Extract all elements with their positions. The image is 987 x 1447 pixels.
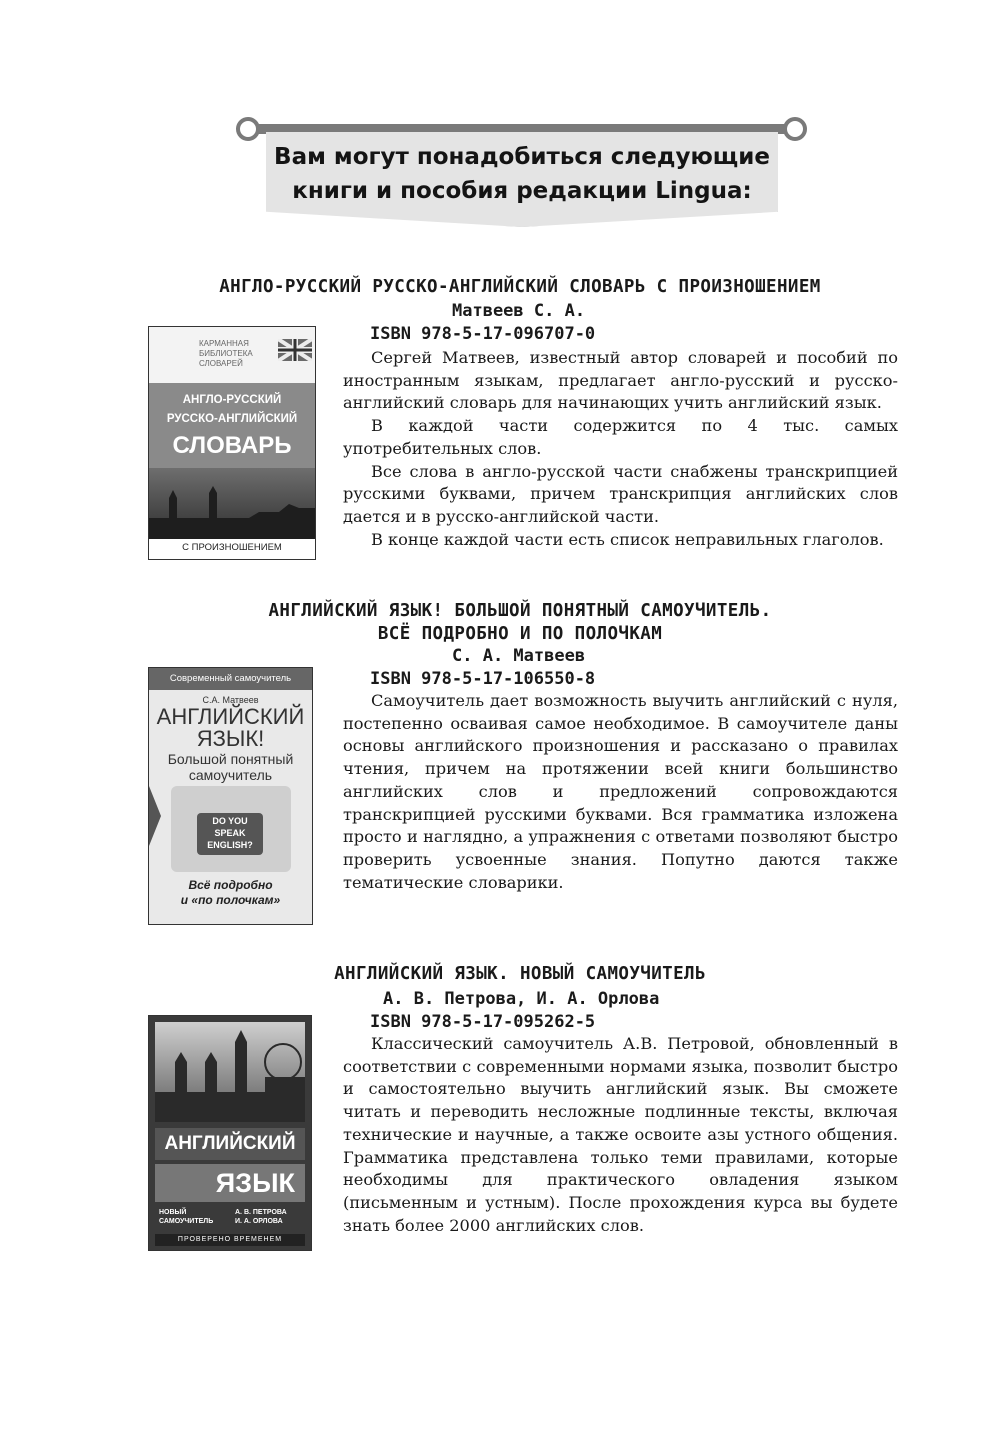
cover-series-line: САМОУЧИТЕЛЬ	[159, 1218, 214, 1225]
cover-london-photo	[155, 1022, 305, 1122]
cover-footer: ПРОВЕРЕНО ВРЕМЕНЕМ	[155, 1234, 305, 1246]
cover-tablet-line: ENGLISH?	[207, 840, 253, 850]
cover-tagline-line: Всё подробно	[188, 878, 273, 892]
cover-series	[159, 1208, 213, 1226]
book-2-cover	[148, 667, 313, 925]
cover-tagline-line: и «по полочкам»	[180, 893, 281, 907]
cover-title	[149, 706, 312, 750]
cover-city-photo	[149, 468, 315, 539]
book-2-isbn: ISBN 978-5-17-106550-8	[370, 669, 596, 689]
cover-tablet-line: DO YOU	[212, 816, 248, 826]
cover-author-line: И. А. ОРЛОВА	[235, 1218, 283, 1225]
book-2-title-line: АНГЛИЙСКИЙ ЯЗЫК! БОЛЬШОЙ ПОНЯТНЫЙ САМОУЧИТЕЛЬ.	[268, 601, 772, 621]
cover-tablet	[197, 813, 263, 855]
cover-subtitle-line: Большой понятный	[167, 751, 294, 767]
book-1-title-line: АНГЛО-РУССКИЙ РУССКО-АНГЛИЙСКИЙ СЛОВАРЬ С ПРОИЗНОШЕНИЕМ	[219, 277, 821, 297]
book-1-paragraph: В каждой части содержится по 4 тыс. самых употребительных слов.	[343, 416, 898, 458]
book-1-description	[343, 347, 898, 551]
book-3-title	[120, 963, 920, 986]
cover-series-line: БИБЛИОТЕКА	[199, 349, 253, 358]
page-heading	[266, 140, 778, 208]
cover-title	[149, 391, 315, 429]
book-3-author: А. В. Петрова, И. А. Орлова	[383, 989, 660, 1009]
book-1-paragraph: Сергей Матвеев, известный автор словарей и пособий по иностранным языкам, предлагает англо-русский и русско-английский словарь для начинающих учить английский язык.	[343, 348, 898, 413]
book-3-description	[343, 1033, 898, 1237]
cover-series-line: КАРМАННАЯ	[199, 339, 249, 348]
cover-author-line: А. В. ПЕТРОВА	[235, 1209, 287, 1216]
cover-author: С.А. Матвеев	[202, 695, 259, 705]
cover-big-title: СЛОВАРЬ	[172, 432, 292, 459]
cover-subtitle	[149, 751, 312, 783]
book-1-author: Матвеев С. А.	[452, 301, 586, 321]
book-3-title-line: АНГЛИЙСКИЙ ЯЗЫК. НОВЫЙ САМОУЧИТЕЛЬ	[334, 964, 706, 984]
cover-title-line-1: АНГЛИЙСКИЙ	[155, 1128, 305, 1160]
book-1-title	[120, 276, 920, 299]
book-2-paragraph: Самоучитель дает возможность выучить английский с нуля, постепенно осваивая самое необходимое. В самоучителе даны основы английского произношения и рассказано о правилах чтения, причем на протяжении всей книги большинство английских слов и предложений сопровождаются транскрипцией русскими буквами. Вся грамматика изложена просто и наглядно, а упражнения с ответами позволяют быстро проверить усвоенные знания. Попутно даются также тематические словарики.	[343, 691, 898, 892]
cover-tagline	[149, 878, 312, 908]
cover-subtitle-line: самоучитель	[188, 767, 273, 783]
cover-title-line: АНГЛИЙСКИЙ	[156, 704, 305, 729]
book-1-cover	[148, 326, 316, 560]
book-3-cover	[148, 1015, 312, 1251]
cover-title-line: ЯЗЫК!	[196, 726, 265, 751]
cover-series-line: НОВЫЙ	[159, 1209, 187, 1216]
book-1-paragraph: Все слова в англо-русской части снабжены транскрипцией русскими буквами, причем транскрипция английских слов дается и в русско-английской части.	[343, 461, 898, 526]
book-2-title	[120, 600, 920, 646]
book-2-title-line: ВСЁ ПОДРОБНО И ПО ПОЛОЧКАМ	[377, 624, 663, 644]
uk-flag-icon	[278, 339, 312, 361]
cover-tablet-line: SPEAK	[214, 828, 246, 838]
book-1-paragraph: В конце каждой части есть список неправильных глаголов.	[371, 529, 884, 549]
banner-ring-left	[236, 117, 260, 141]
cover-series	[199, 339, 253, 369]
book-3-paragraph: Классический самоучитель А.В. Петровой, обновленный в соответствии с современными нормами языка, позволит быстро и самостоятельно выучить английский язык. Вы сможете читать и переводить несложные подлинные тексты, включая технические и научные, а также освоите азы устного общения. Грамматика представлена только теми правилами, которые необходимы для практического овладения языком (письменным и устным). После прохождения курса вы будете знать более 2000 английских слов.	[343, 1034, 898, 1235]
cover-title-line-2: ЯЗЫК	[155, 1164, 305, 1202]
cover-title-line: АНГЛО-РУССКИЙ	[182, 394, 282, 406]
cover-series-band: Современный самоучитель	[149, 668, 312, 690]
cover-title-line: РУССКО-АНГЛИЙСКИЙ	[166, 413, 298, 425]
page-heading-line: Вам могут понадобиться следующие	[274, 144, 770, 170]
cover-arrow-icon	[149, 786, 161, 846]
book-3-isbn: ISBN 978-5-17-095262-5	[370, 1012, 596, 1032]
banner-ring-right	[783, 117, 807, 141]
book-1-isbn: ISBN 978-5-17-096707-0	[370, 324, 596, 344]
cover-title-area	[149, 383, 315, 539]
page-heading-line: книги и пособия редакции Lingua:	[292, 178, 752, 204]
cover-bottom-label: С ПРОИЗНОШЕНИЕМ	[182, 542, 282, 553]
book-2-description	[343, 690, 898, 894]
cover-authors	[235, 1208, 287, 1226]
cover-series-line: СЛОВАРЕЙ	[199, 359, 243, 368]
book-2-author: С. А. Матвеев	[452, 646, 586, 666]
